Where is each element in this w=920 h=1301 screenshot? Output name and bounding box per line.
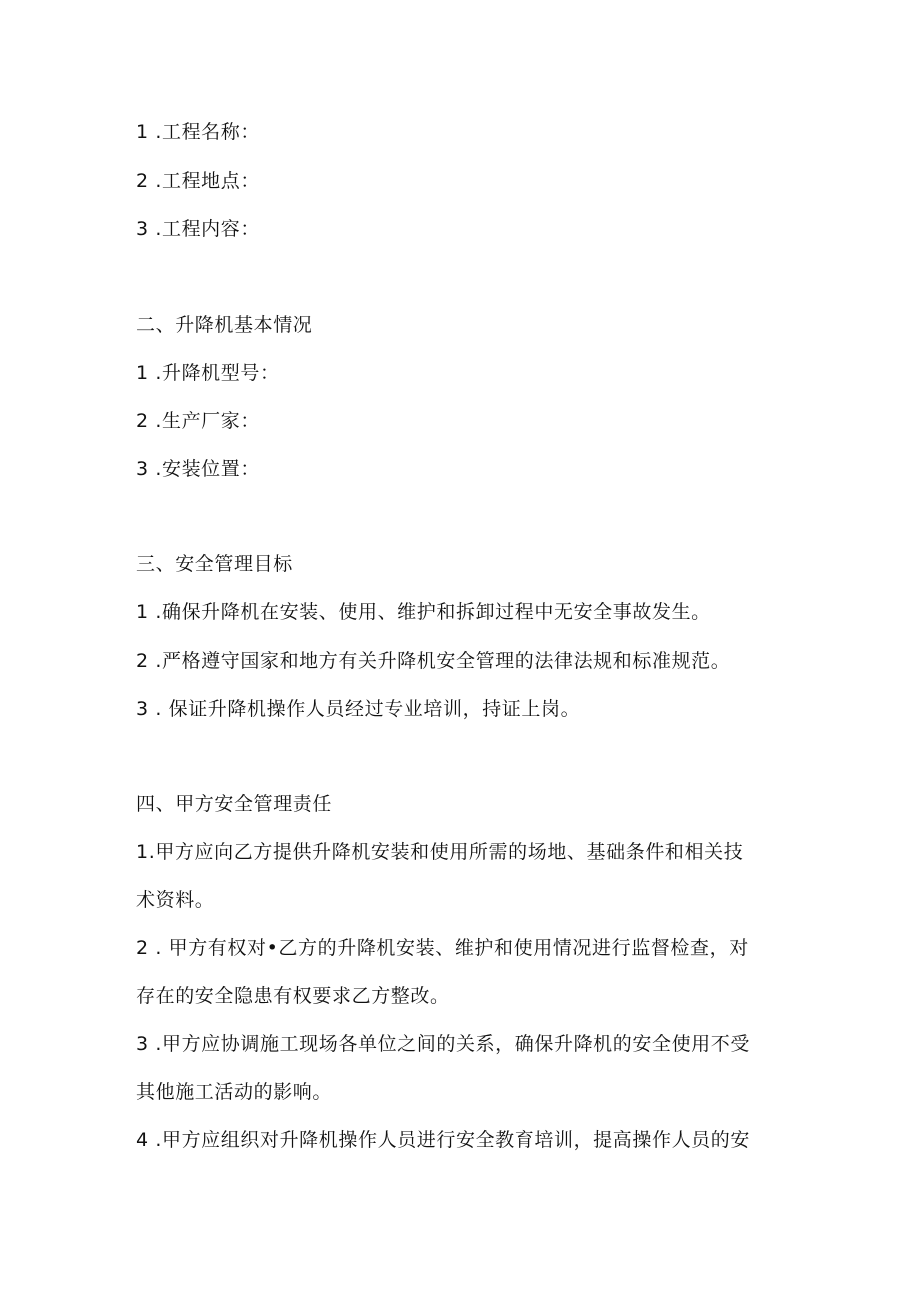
section-heading-elevator-info: 二、升降机基本情况 [136,314,313,336]
install-location-line: 3 .安装位置： [136,458,260,480]
safety-goal-item: 1 .确保升降机在安装、使用、维护和拆卸过程中无安全事故发生。 [136,601,711,623]
elevator-model-line: 1 .升降机型号： [136,362,280,384]
project-content-line: 3 .工程内容： [136,218,260,240]
section-heading-party-a-responsibility: 四、甲方安全管理责任 [136,793,333,815]
safety-goal-item: 3 . 保证升降机操作人员经过专业培训，持证上岗。 [136,698,581,720]
project-name-line: 1 .工程名称： [136,121,260,143]
responsibility-line: 术资料。 [136,889,215,911]
project-location-line: 2 .工程地点： [136,170,260,192]
responsibility-line: 1.甲方应向乙方提供升降机安装和使用所需的场地、基础条件和相关技 [136,841,744,863]
responsibility-line: 存在的安全隐患有权要求乙方整改。 [136,985,450,1007]
section-heading-safety-goals: 三、安全管理目标 [136,553,293,575]
responsibility-line: 4 .甲方应组织对升降机操作人员进行安全教育培训，提高操作人员的安 [136,1129,750,1151]
responsibility-line: 其他施工活动的影响。 [136,1081,333,1103]
manufacturer-line: 2 .生产厂家： [136,410,260,432]
responsibility-line: 3 .甲方应协调施工现场各单位之间的关系，确保升降机的安全使用不受 [136,1033,750,1055]
responsibility-line: 2 . 甲方有权对•乙方的升降机安装、维护和使用情况进行监督检查，对 [136,937,749,959]
safety-goal-item: 2 .严格遵守国家和地方有关升降机安全管理的法律法规和标准规范。 [136,650,731,672]
